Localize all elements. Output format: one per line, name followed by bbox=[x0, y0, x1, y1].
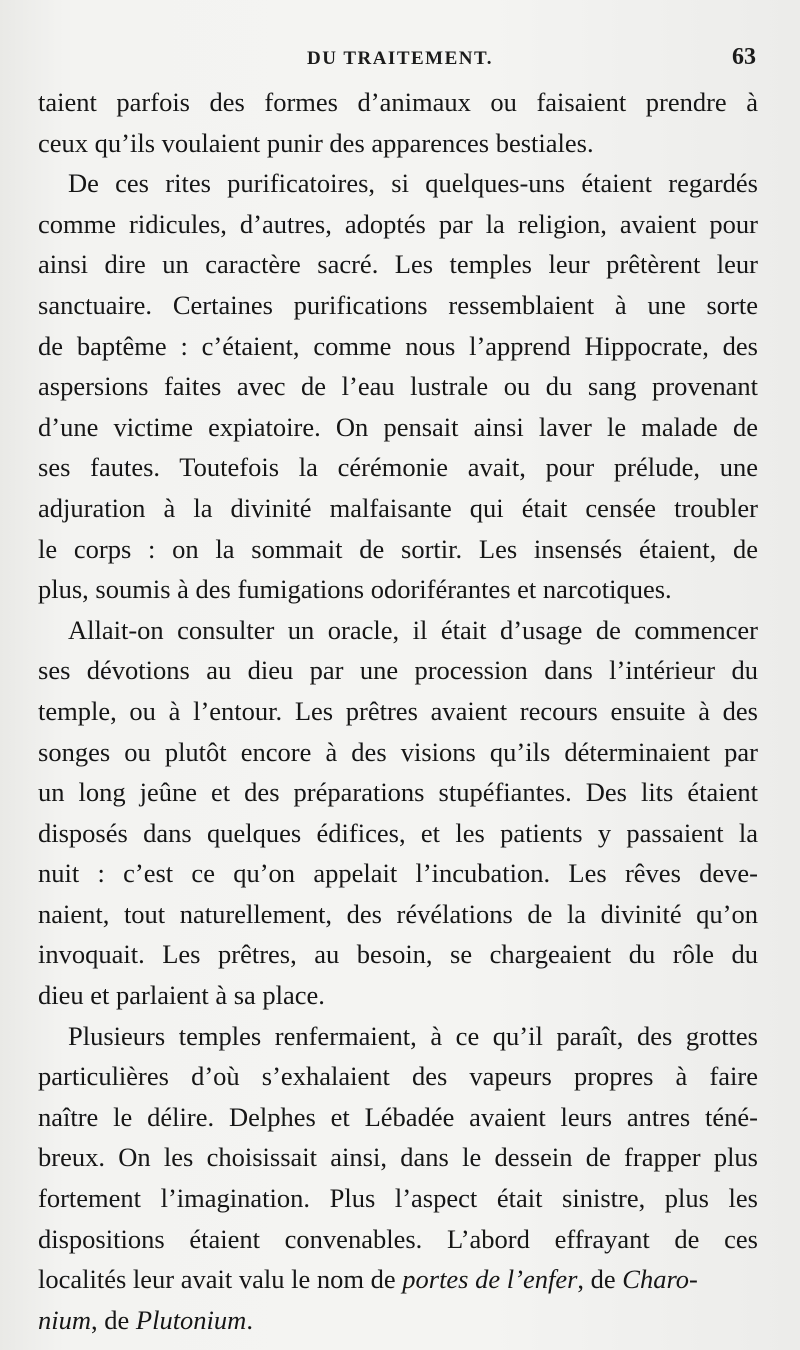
italic-text: portes de l’enfer bbox=[402, 1264, 578, 1295]
text-line: adjuration à la divinité malfaisante qui était censée troubler bbox=[38, 492, 758, 523]
italic-text: Charo- bbox=[622, 1264, 698, 1295]
text-line: dispositions étaient convenables. L’abord effrayant de ces bbox=[38, 1223, 758, 1254]
text-line bbox=[38, 1259, 758, 1300]
text-line: Plusieurs temples renfermaient, à ce qu’il paraît, des grottes bbox=[68, 1020, 758, 1051]
text-line: disposés dans quelques édifices, et les patients y passaient la bbox=[38, 817, 758, 848]
text-line: naient, tout naturellement, des révélations de la divinité qu’on bbox=[38, 898, 758, 929]
text-line: dieu et parlaient à sa place. bbox=[38, 980, 325, 1011]
italic-text: nium bbox=[38, 1304, 91, 1335]
text-fragment: , de bbox=[91, 1304, 136, 1335]
running-title: DU TRAITEMENT. bbox=[306, 48, 494, 69]
text-line: ses dévotions au dieu par une procession dans l’intérieur du bbox=[38, 655, 758, 686]
text-line: naître le délire. Delphes et Lébadée avaient leurs antres téné- bbox=[38, 1101, 758, 1132]
text-line: De ces rites purificatoires, si quelques-uns étaient regardés bbox=[68, 168, 758, 199]
text-line: particulières d’où s’exhalaient des vapeurs propres à faire bbox=[38, 1061, 758, 1092]
text-line: un long jeûne et des préparations stupéfiantes. Des lits étaient bbox=[38, 777, 758, 808]
body-text bbox=[38, 82, 758, 1340]
text-line: de baptême : c’étaient, comme nous l’apprend Hippocrate, des bbox=[38, 330, 758, 361]
text-line: invoquait. Les prêtres, au besoin, se chargeaient du rôle du bbox=[38, 939, 758, 970]
text-line: d’une victime expiatoire. On pensait ainsi laver le malade de bbox=[38, 411, 758, 442]
text-line: fortement l’imagination. Plus l’aspect était sinistre, plus les bbox=[38, 1183, 758, 1214]
italic-text: Plutonium bbox=[135, 1304, 247, 1335]
text-line: plus, soumis à des fumigations odoriférantes et narcotiques. bbox=[38, 574, 672, 605]
text-line: nuit : c’est ce qu’on appelait l’incubation. Les rêves deve- bbox=[38, 858, 758, 889]
text-line: Allait-on consulter un oracle, il était d’usage de commencer bbox=[68, 614, 758, 645]
text-line: ceux qu’ils voulaient punir des apparences bestiales. bbox=[38, 127, 594, 158]
text-line: temple, ou à l’entour. Les prêtres avaient recours ensuite à des bbox=[38, 695, 758, 726]
text-fragment: localités leur avait valu le nom de bbox=[38, 1264, 403, 1295]
text-fragment: , de bbox=[577, 1264, 623, 1295]
running-head bbox=[40, 44, 760, 74]
text-line: aspersions faites avec de l’eau lustrale ou du sang provenant bbox=[38, 371, 758, 402]
text-line bbox=[38, 1300, 758, 1341]
text-line: le corps : on la sommait de sortir. Les insensés étaient, de bbox=[38, 533, 758, 564]
text-line: comme ridicules, d’autres, adoptés par la religion, avaient pour bbox=[38, 208, 758, 239]
text-fragment: . bbox=[246, 1304, 253, 1335]
text-line: ses fautes. Toutefois la cérémonie avait, pour prélude, une bbox=[38, 452, 758, 483]
text-line: breux. On les choisissait ainsi, dans le dessein de frapper plus bbox=[38, 1142, 758, 1173]
text-line: songes ou plutôt encore à des visions qu’ils déterminaient par bbox=[38, 736, 758, 767]
page-number: 63 bbox=[732, 44, 756, 70]
text-line: taient parfois des formes d’animaux ou faisaient prendre à bbox=[38, 87, 758, 117]
text-line: ainsi dire un caractère sacré. Les temples leur prêtèrent leur bbox=[38, 249, 758, 280]
text-line: sanctuaire. Certaines purifications ressemblaient à une sorte bbox=[38, 289, 758, 320]
